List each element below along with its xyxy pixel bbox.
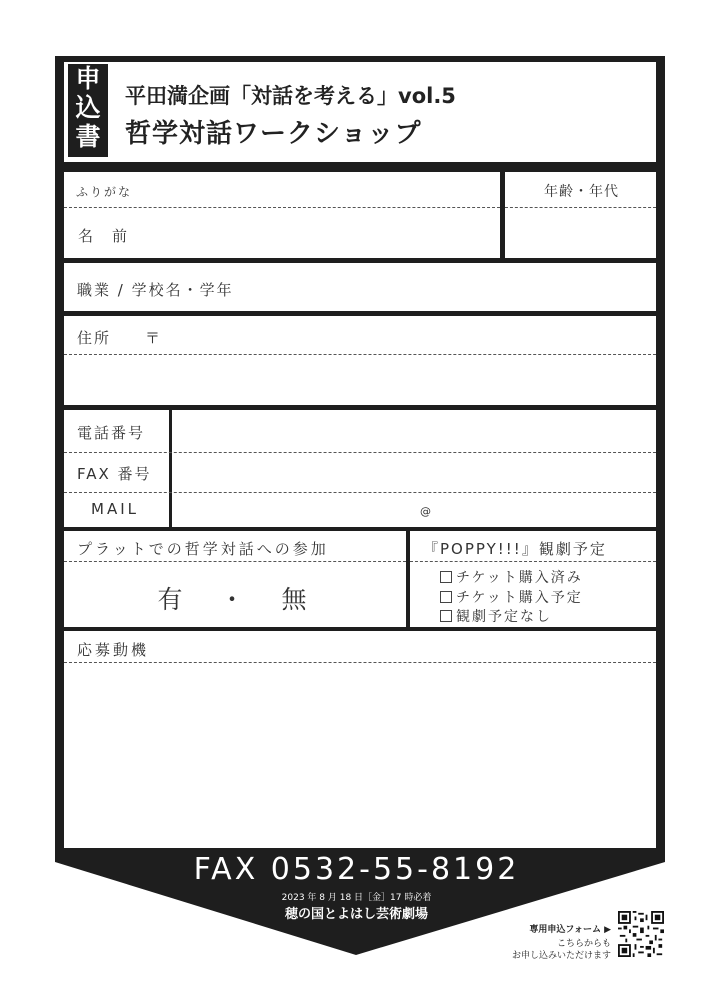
occupation-label: 職業 / 学校名・学年 bbox=[77, 281, 234, 299]
address-label: 住所 〒 bbox=[77, 329, 163, 347]
participation-options[interactable]: 有 ・ 無 bbox=[157, 585, 313, 614]
age-label: 年齢・年代 bbox=[544, 184, 619, 200]
poppy-label: 『POPPY!!!』観劇予定 bbox=[423, 540, 607, 558]
event-title: 哲学対話ワークショップ bbox=[125, 119, 422, 149]
online-form-label: 専用申込フォーム ▶ bbox=[529, 925, 611, 935]
badge-char: 書 bbox=[75, 122, 101, 151]
furigana-label: ふりがな bbox=[76, 185, 133, 199]
phone-label: 電話番号 bbox=[77, 424, 146, 442]
option-label: チケット購入予定 bbox=[456, 590, 583, 606]
online-form-note: お申し込みいただけます bbox=[511, 951, 611, 961]
deadline: 2023 年 8 月 18 日［金］17 時必着 bbox=[281, 893, 432, 903]
name-label: 名 前 bbox=[78, 227, 130, 245]
badge-char: 申 bbox=[75, 64, 101, 93]
online-form-note: こちらからも bbox=[556, 939, 611, 949]
motivation-label: 応募動機 bbox=[77, 641, 150, 659]
option-label: チケット購入済み bbox=[456, 570, 583, 586]
fax-number: FAX 0532-55-8192 bbox=[193, 852, 520, 887]
qr-code-icon[interactable] bbox=[618, 911, 664, 957]
event-subtitle: 平田満企画「対話を考える」vol.5 bbox=[125, 84, 456, 108]
option-label: 観劇予定なし bbox=[456, 609, 552, 625]
fax-label: FAX 番号 bbox=[77, 465, 152, 483]
venue-name: 穂の国とよはし芸術劇場 bbox=[284, 907, 428, 922]
badge-char: 込 bbox=[75, 93, 101, 122]
mail-at-sign: @ bbox=[420, 505, 433, 518]
participation-label: プラットでの哲学対話への参加 bbox=[77, 540, 329, 558]
mail-label: MAIL bbox=[91, 500, 139, 518]
